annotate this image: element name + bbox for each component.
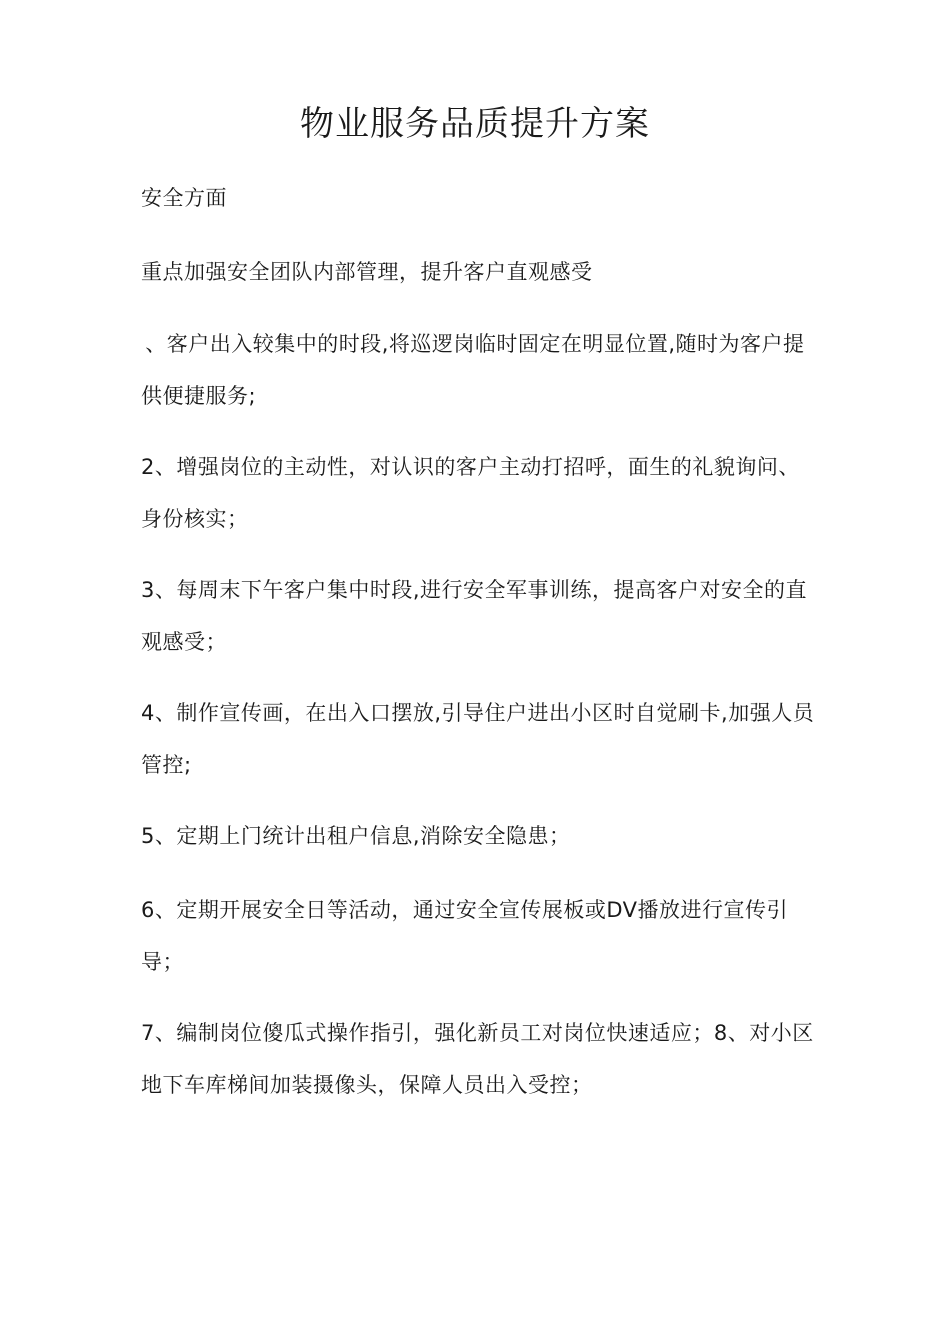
list-item: 、客户出入较集中的时段,将巡逻岗临时固定在明显位置,随时为客户提供便捷服务;	[141, 332, 805, 408]
document-title: 物业服务品质提升方案	[300, 104, 650, 144]
list-item: 5、定期上门统计出租户信息,消除安全隐患；	[141, 824, 571, 848]
list-item: 3、每周末下午客户集中时段,进行安全军事训练，提高客户对安全的直观感受；	[141, 578, 808, 654]
list-item: 7、编制岗位傻瓜式操作指引，强化新员工对岗位快速适应；8、对小区地下车库梯间加装摄像头，保障人员出入受控；	[141, 1021, 814, 1097]
list-item: 6、定期开展安全日等活动，通过安全宣传展板或DV播放进行宣传引导；	[141, 898, 789, 974]
list-item: 2、增强岗位的主动性，对认识的客户主动打招呼，面生的礼貌询问、身份核实；	[141, 455, 800, 531]
section-heading: 安全方面	[141, 186, 227, 210]
list-item: 4、制作宣传画，在出入口摆放,引导住户进出小区时自觉刷卡,加强人员管控;	[141, 701, 815, 777]
section-subtitle: 重点加强安全团队内部管理，提升客户直观感受	[141, 260, 593, 284]
